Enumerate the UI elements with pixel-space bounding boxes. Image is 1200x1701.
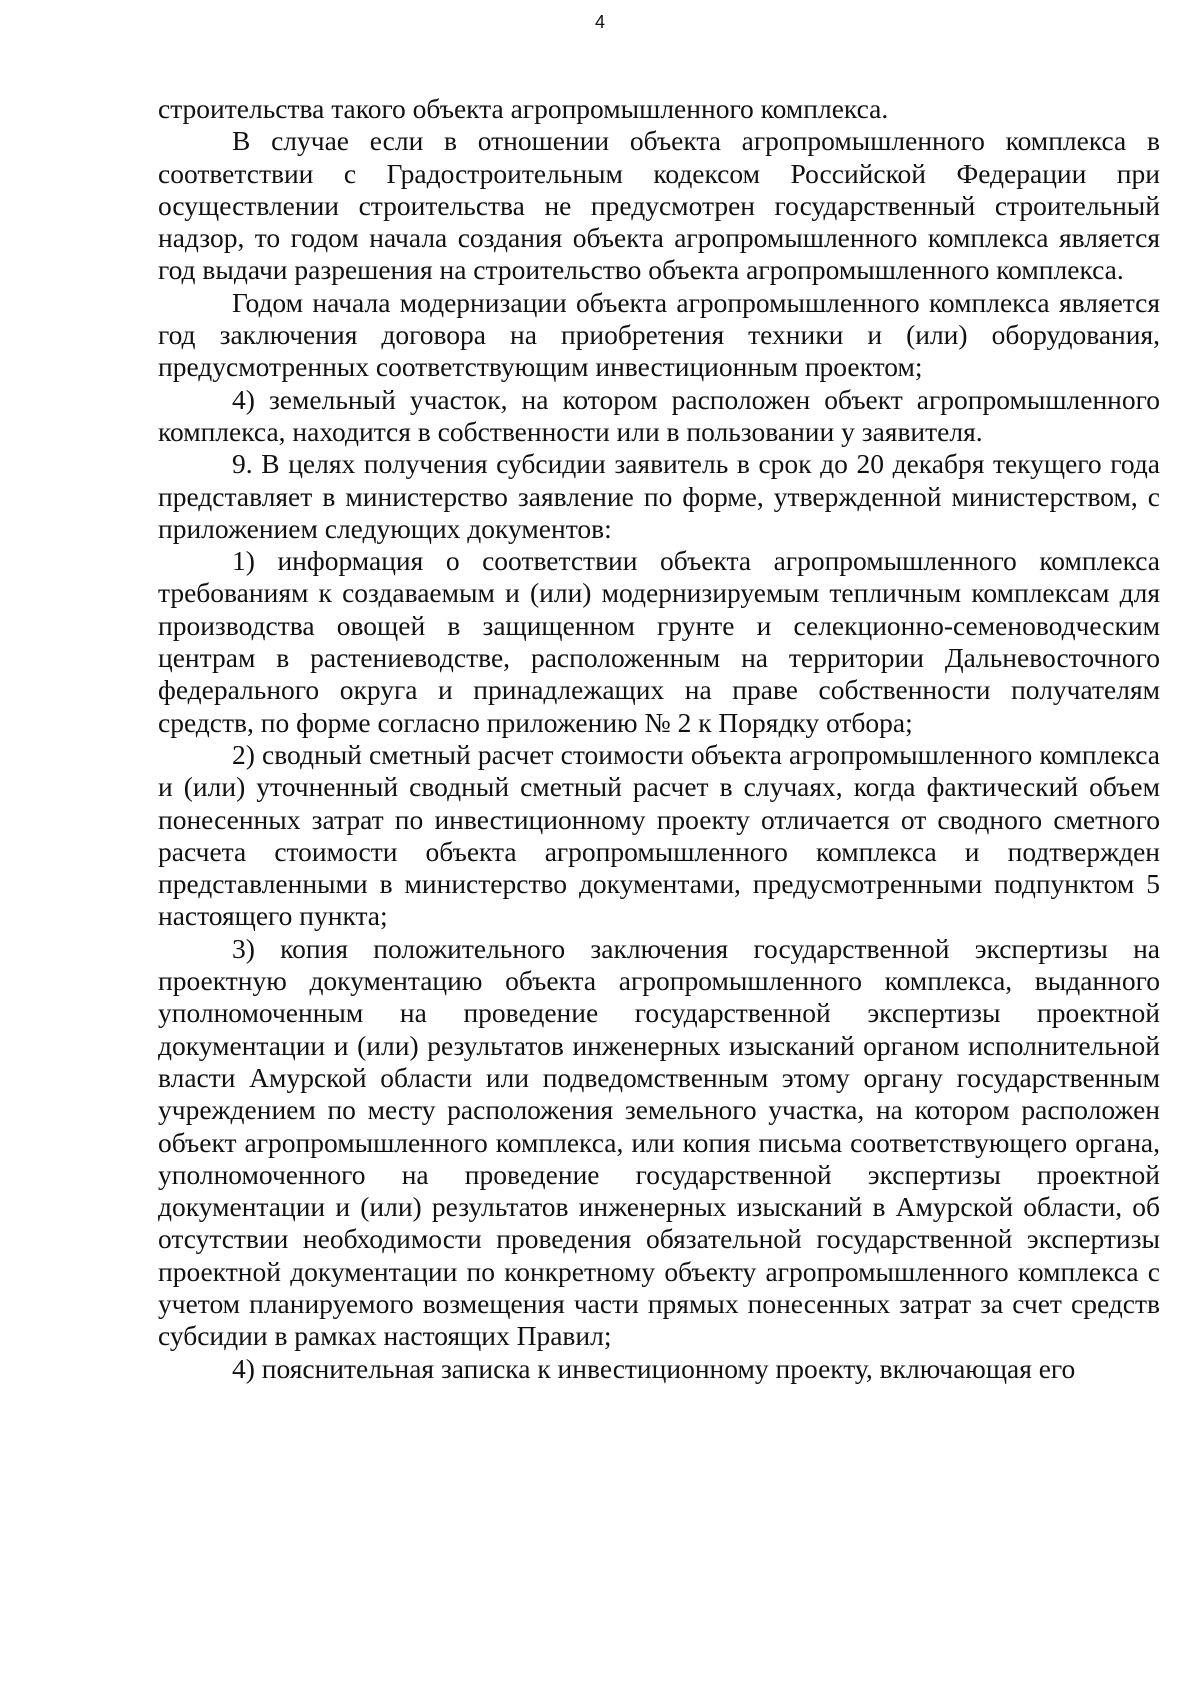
paragraph-land-plot: 4) земельный участок, на котором расположен объект агропромышленного комплекса, находится в собственности или в пользовании у заявителя.: [158, 383, 1160, 447]
page-number: 4: [594, 12, 605, 32]
paragraph-item-9: 9. В целях получения субсидии заявитель в срок до 20 декабря текущего года представляет в министерство заявление по форме, утвержденной министерством, с приложением следующих документов:: [158, 448, 1160, 544]
paragraph-document-2: 2) сводный сметный расчет стоимости объекта агропромышленного комплекса и (или) уточненный сводный сметный расчет в случаях, когда фактический объем понесенных затрат по инвестиционному проекту отличается от сводного сметного расчета стоимости объекта агропромышленного комплекса и подтвержден представленными в министерство документами, предусмотренными подпунктом 5 настоящего пункта;: [158, 738, 1160, 932]
paragraph-document-4: 4) пояснительная записка к инвестиционному проекту, включающая его: [232, 1352, 1076, 1384]
paragraph-document-3: 3) копия положительного заключения государственной экспертизы на проектную документацию объекта агропромышленного комплекса, выданного уполномоченным на проведение государственной экспертизы проектной документации и (или) результатов инженерных изысканий органом исполнительной власти Амурской области или подведомственным этому органу государственным учреждением по месту расположения земельного участка, на котором расположен объект агропромышленного комплекса, или копия письма соответствующего органа, уполномоченного на проведение государственной экспертизы проектной документации и (или) результатов инженерных изысканий в Амурской области, об отсутствии необходимости проведения обязательной государственной экспертизы проектной документации по конкретному объекту агропромышленного комплекса с учетом планируемого возмещения части прямых понесенных затрат за счет средств субсидии в рамках настоящих Правил;: [158, 932, 1160, 1352]
paragraph-construction-start-year: В случае если в отношении объекта агропромышленного комплекса в соответствии с Градостроительным кодексом Российской Федерации при осуществлении строительства не предусмотрен государственный строительный надзор, то годом начала создания объекта агропромышленного комплекса является год выдачи разрешения на строительство объекта агропромышленного комплекса.: [158, 125, 1160, 286]
document-body: [158, 93, 1160, 1385]
paragraph-document-1: 1) информация о соответствии объекта агропромышленного комплекса требованиям к создаваемым и (или) модернизируемым тепличным комплексам для производства овощей в защищенном грунте и селекционно-семеноводческим центрам в растениеводстве, расположенным на территории Дальневосточного федерального округа и принадлежащих на праве собственности получателям средств, по форме согласно приложению № 2 к Порядку отбора;: [158, 545, 1160, 738]
paragraph-modernization-start-year: Годом начала модернизации объекта агропромышленного комплекса является год заключения договора на приобретения техники и (или) оборудования, предусмотренных соответствующим инвестиционным проектом;: [158, 286, 1160, 383]
paragraph-continuation: строительства такого объекта агропромышленного комплекса.: [158, 93, 889, 124]
